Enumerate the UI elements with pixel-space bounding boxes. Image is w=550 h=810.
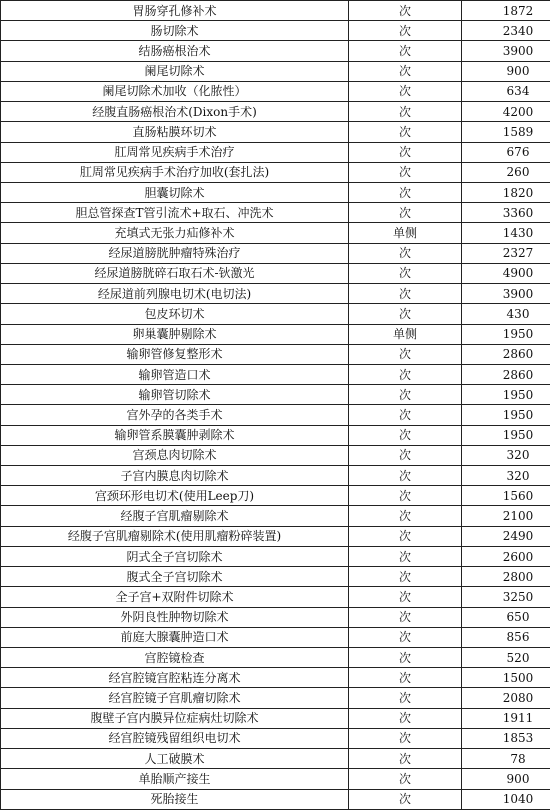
- table-row: [1, 364, 550, 384]
- price-cell: 1911: [462, 708, 550, 728]
- table-row: [1, 385, 550, 405]
- procedure-name-cell: 全子宫+双附件切除术: [1, 587, 349, 607]
- procedure-name-cell: 经宫腔镜子宫肌瘤切除术: [1, 688, 349, 708]
- procedure-name-cell: 宫颈息肉切除术: [1, 445, 349, 465]
- procedure-name-cell: 输卵管切除术: [1, 385, 349, 405]
- procedure-name-cell: 输卵管造口术: [1, 364, 349, 384]
- unit-cell: 次: [349, 466, 462, 486]
- table-row: [1, 668, 550, 688]
- procedure-name-cell: 经腹子宫肌瘤剔除术(使用肌瘤粉碎装置): [1, 526, 349, 546]
- price-cell: 2860: [462, 364, 550, 384]
- price-cell: 1950: [462, 324, 550, 344]
- table-row: [1, 1, 550, 21]
- price-cell: 430: [462, 304, 550, 324]
- table-row: [1, 223, 550, 243]
- unit-cell: 次: [349, 284, 462, 304]
- price-cell: 650: [462, 607, 550, 627]
- procedure-name-cell: 死胎接生: [1, 789, 349, 809]
- unit-cell: 次: [349, 627, 462, 647]
- procedure-name-cell: 子宫内膜息肉切除术: [1, 466, 349, 486]
- price-cell: 900: [462, 769, 550, 789]
- unit-cell: 次: [349, 1, 462, 21]
- price-cell: 900: [462, 61, 550, 81]
- price-cell: 2080: [462, 688, 550, 708]
- table-row: [1, 486, 550, 506]
- unit-cell: 次: [349, 425, 462, 445]
- procedure-name-cell: 输卵管修复整形术: [1, 344, 349, 364]
- price-cell: 2340: [462, 21, 550, 41]
- price-cell: 1589: [462, 122, 550, 142]
- price-cell: 4200: [462, 102, 550, 122]
- price-cell: 3900: [462, 284, 550, 304]
- price-cell: 634: [462, 81, 550, 101]
- procedure-name-cell: 宫颈环形电切术(使用Leep刀): [1, 486, 349, 506]
- fee-table-body: [1, 1, 550, 810]
- table-row: [1, 567, 550, 587]
- table-row: [1, 142, 550, 162]
- price-cell: 3250: [462, 587, 550, 607]
- unit-cell: 次: [349, 41, 462, 61]
- table-row: [1, 405, 550, 425]
- table-row: [1, 607, 550, 627]
- unit-cell: 次: [349, 486, 462, 506]
- price-cell: 260: [462, 162, 550, 182]
- procedure-name-cell: 腹壁子宫内膜异位症病灶切除术: [1, 708, 349, 728]
- table-row: [1, 648, 550, 668]
- unit-cell: 次: [349, 688, 462, 708]
- table-row: [1, 61, 550, 81]
- procedure-name-cell: 经尿道膀胱碎石取石术-钬激光: [1, 263, 349, 283]
- unit-cell: 次: [349, 182, 462, 202]
- price-cell: 1040: [462, 789, 550, 809]
- procedure-name-cell: 人工破膜术: [1, 749, 349, 769]
- price-cell: 1560: [462, 486, 550, 506]
- table-row: [1, 243, 550, 263]
- price-cell: 2100: [462, 506, 550, 526]
- table-row: [1, 203, 550, 223]
- procedure-name-cell: 包皮环切术: [1, 304, 349, 324]
- unit-cell: 次: [349, 263, 462, 283]
- unit-cell: 次: [349, 607, 462, 627]
- procedure-name-cell: 经宫腔镜残留组织电切术: [1, 728, 349, 748]
- table-row: [1, 162, 550, 182]
- unit-cell: 次: [349, 102, 462, 122]
- unit-cell: 次: [349, 708, 462, 728]
- price-cell: 3360: [462, 203, 550, 223]
- table-row: [1, 526, 550, 546]
- table-row: [1, 769, 550, 789]
- procedure-name-cell: 宫外孕的各类手术: [1, 405, 349, 425]
- price-cell: 1820: [462, 182, 550, 202]
- price-cell: 1950: [462, 405, 550, 425]
- procedure-name-cell: 胆囊切除术: [1, 182, 349, 202]
- table-row: [1, 466, 550, 486]
- procedure-name-cell: 直肠粘膜环切术: [1, 122, 349, 142]
- procedure-name-cell: 阑尾切除术加收（化脓性）: [1, 81, 349, 101]
- procedure-name-cell: 单胎顺产接生: [1, 769, 349, 789]
- unit-cell: 次: [349, 526, 462, 546]
- table-row: [1, 182, 550, 202]
- procedure-name-cell: 宫腔镜检查: [1, 648, 349, 668]
- unit-cell: 次: [349, 668, 462, 688]
- table-row: [1, 728, 550, 748]
- unit-cell: 次: [349, 203, 462, 223]
- procedure-name-cell: 肛周常见疾病手术治疗加收(套扎法): [1, 162, 349, 182]
- procedure-name-cell: 胆总管探查T管引流术+取石、冲洗术: [1, 203, 349, 223]
- procedure-name-cell: 输卵管系膜囊肿剥除术: [1, 425, 349, 445]
- procedure-name-cell: 外阴良性肿物切除术: [1, 607, 349, 627]
- table-row: [1, 688, 550, 708]
- table-row: [1, 425, 550, 445]
- table-row: [1, 41, 550, 61]
- table-row: [1, 627, 550, 647]
- table-row: [1, 749, 550, 769]
- table-row: [1, 102, 550, 122]
- table-row: [1, 304, 550, 324]
- unit-cell: 次: [349, 61, 462, 81]
- unit-cell: 次: [349, 506, 462, 526]
- table-row: [1, 21, 550, 41]
- table-row: [1, 587, 550, 607]
- price-cell: 856: [462, 627, 550, 647]
- price-cell: 2800: [462, 567, 550, 587]
- table-row: [1, 81, 550, 101]
- unit-cell: 次: [349, 587, 462, 607]
- price-cell: 2490: [462, 526, 550, 546]
- procedure-name-cell: 前庭大腺囊肿造口术: [1, 627, 349, 647]
- unit-cell: 次: [349, 385, 462, 405]
- unit-cell: 次: [349, 162, 462, 182]
- table-row: [1, 789, 550, 809]
- unit-cell: 次: [349, 142, 462, 162]
- unit-cell: 次: [349, 769, 462, 789]
- price-cell: 1950: [462, 385, 550, 405]
- price-cell: 320: [462, 466, 550, 486]
- procedure-name-cell: 经宫腔镜宫腔粘连分离术: [1, 668, 349, 688]
- procedure-name-cell: 阑尾切除术: [1, 61, 349, 81]
- unit-cell: 单侧: [349, 324, 462, 344]
- price-cell: 4900: [462, 263, 550, 283]
- unit-cell: 次: [349, 304, 462, 324]
- procedure-name-cell: 经腹直肠癌根治术(Dixon手术): [1, 102, 349, 122]
- procedure-name-cell: 经腹子宫肌瘤剔除术: [1, 506, 349, 526]
- table-row: [1, 122, 550, 142]
- unit-cell: 次: [349, 21, 462, 41]
- table-row: [1, 263, 550, 283]
- unit-cell: 次: [349, 789, 462, 809]
- unit-cell: 次: [349, 728, 462, 748]
- unit-cell: 次: [349, 243, 462, 263]
- unit-cell: 次: [349, 749, 462, 769]
- table-row: [1, 324, 550, 344]
- table-row: [1, 344, 550, 364]
- price-cell: 2860: [462, 344, 550, 364]
- unit-cell: 次: [349, 81, 462, 101]
- price-cell: 1853: [462, 728, 550, 748]
- unit-cell: 次: [349, 445, 462, 465]
- procedure-name-cell: 肛周常见疾病手术治疗: [1, 142, 349, 162]
- procedure-name-cell: 胃肠穿孔修补术: [1, 1, 349, 21]
- price-cell: 320: [462, 445, 550, 465]
- procedure-name-cell: 卵巢囊肿剔除术: [1, 324, 349, 344]
- price-cell: 1872: [462, 1, 550, 21]
- table-row: [1, 546, 550, 566]
- unit-cell: 次: [349, 546, 462, 566]
- unit-cell: 单侧: [349, 223, 462, 243]
- table-row: [1, 445, 550, 465]
- price-cell: 3900: [462, 41, 550, 61]
- unit-cell: 次: [349, 648, 462, 668]
- procedure-name-cell: 经尿道膀胱肿瘤特殊治疗: [1, 243, 349, 263]
- procedure-name-cell: 腹式全子宫切除术: [1, 567, 349, 587]
- price-cell: 1500: [462, 668, 550, 688]
- price-cell: 676: [462, 142, 550, 162]
- table-row: [1, 506, 550, 526]
- price-cell: 1950: [462, 425, 550, 445]
- unit-cell: 次: [349, 567, 462, 587]
- table-row: [1, 284, 550, 304]
- table-row: [1, 708, 550, 728]
- price-cell: 2600: [462, 546, 550, 566]
- unit-cell: 次: [349, 344, 462, 364]
- procedure-name-cell: 充填式无张力疝修补术: [1, 223, 349, 243]
- unit-cell: 次: [349, 364, 462, 384]
- unit-cell: 次: [349, 405, 462, 425]
- unit-cell: 次: [349, 122, 462, 142]
- procedure-name-cell: 肠切除术: [1, 21, 349, 41]
- procedure-name-cell: 经尿道前列腺电切术(电切法): [1, 284, 349, 304]
- price-cell: 520: [462, 648, 550, 668]
- procedure-name-cell: 结肠癌根治术: [1, 41, 349, 61]
- price-cell: 1430: [462, 223, 550, 243]
- price-cell: 2327: [462, 243, 550, 263]
- price-cell: 78: [462, 749, 550, 769]
- procedure-name-cell: 阴式全子宫切除术: [1, 546, 349, 566]
